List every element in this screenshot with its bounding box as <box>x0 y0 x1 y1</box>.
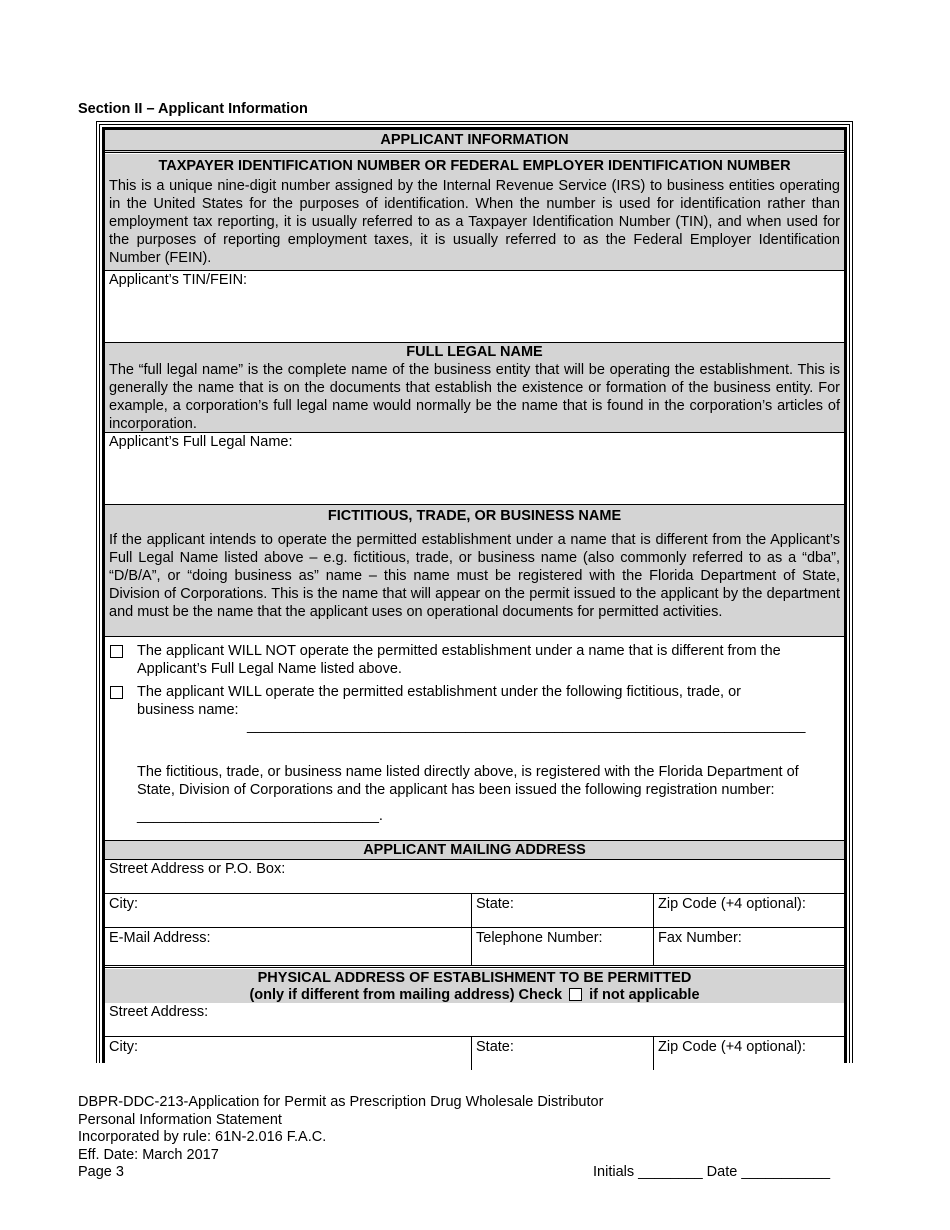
fictitious-heading: FICTITIOUS, TRADE, OR BUSINESS NAME <box>327 508 622 524</box>
physical-heading-text: PHYSICAL ADDRESS OF ESTABLISHMENT TO BE PERMITTED <box>257 970 692 986</box>
physical-subheading-after: if not applicable <box>589 987 700 1003</box>
physical-city-row <box>105 1037 844 1070</box>
tin-section <box>105 154 844 271</box>
footer <box>78 1094 603 1182</box>
legal-name-section <box>105 343 844 433</box>
physical-street-field[interactable] <box>105 1003 844 1037</box>
phone-label: Telephone Number: <box>476 930 603 946</box>
mailing-heading <box>105 841 844 860</box>
legal-name-field-label: Applicant’s Full Legal Name: <box>109 434 293 450</box>
physical-subheading-before: (only if different from mailing address) Check <box>249 987 563 1003</box>
tin-description: This is a unique nine-digit number assigned by the Internal Revenue Service (IRS) to business entities operating in the United States for the purposes of identification. When the number is used for identification rather than employment tax reporting, it is usually referred to as a Taxpayer Identification Number (TIN), and when used for the purposes of reporting employment taxes, it is usually referred to as the Federal Employer Identification Number (FEIN). <box>109 178 840 266</box>
physical-state-label: State: <box>476 1039 514 1055</box>
fictitious-description: If the applicant intends to operate the permitted establishment under a name that is different from the Applicant’s Full Legal Name listed above – e.g. fictitious, trade, or business name (also commonly referred to as a “dba”, “D/B/A”, or “doing business as” name – this name must be registered with the Florida Department of State, Division of Corporations. This is the name that will appear on the permit issued to the applicant by the department and must be the name that the applicant uses on operational documents for permitted activities. <box>109 532 840 620</box>
mailing-zip-label: Zip Code (+4 optional): <box>658 896 806 912</box>
physical-city-field[interactable] <box>105 1037 472 1070</box>
tin-field-label: Applicant’s TIN/FEIN: <box>109 272 248 288</box>
registration-number-line[interactable]: ______________________________. <box>137 808 383 824</box>
applicant-information-header <box>105 130 844 153</box>
legal-name-field[interactable] <box>105 433 844 505</box>
mailing-street-field[interactable] <box>105 860 844 894</box>
physical-street-label: Street Address: <box>109 1004 209 1020</box>
mailing-city-row <box>105 894 844 928</box>
initials-date[interactable]: Initials ________ Date ___________ <box>593 1164 831 1180</box>
fax-label: Fax Number: <box>658 930 742 946</box>
business-name-line[interactable]: _____________________________________________________________________ <box>247 718 806 734</box>
physical-zip-label: Zip Code (+4 optional): <box>658 1039 806 1055</box>
physical-state-field[interactable] <box>472 1037 654 1070</box>
applicant-form <box>96 121 853 1063</box>
legal-name-heading: FULL LEGAL NAME <box>406 344 543 360</box>
footer-eff-date: Eff. Date: March 2017 <box>78 1146 219 1163</box>
mailing-state-field[interactable] <box>472 894 654 927</box>
option-will[interactable] <box>110 683 838 719</box>
footer-page-number: Page 3 <box>78 1164 124 1180</box>
mailing-city-field[interactable] <box>105 894 472 927</box>
footer-rule: Incorporated by rule: 61N-2.016 F.A.C. <box>78 1129 327 1145</box>
tin-field[interactable] <box>105 271 844 343</box>
mailing-street-label: Street Address or P.O. Box: <box>109 861 286 877</box>
option-will-not[interactable] <box>110 642 838 678</box>
option-will-text: The applicant WILL operate the permitted establishment under the following fictitious, trade, or business name: <box>137 684 741 718</box>
mailing-heading-text: APPLICANT MAILING ADDRESS <box>363 842 586 858</box>
footer-form-title: DBPR-DDC-213-Application for Permit as Prescription Drug Wholesale Distributor <box>78 1094 604 1110</box>
physical-subheading <box>105 987 844 1004</box>
will-not-checkbox[interactable] <box>110 645 123 658</box>
header-text: APPLICANT INFORMATION <box>380 132 569 148</box>
footer-subtitle: Personal Information Statement <box>78 1111 282 1128</box>
fax-field[interactable] <box>654 928 844 965</box>
email-field[interactable] <box>105 928 472 965</box>
fictitious-section <box>105 505 844 637</box>
not-applicable-checkbox[interactable] <box>569 988 582 1001</box>
option-will-not-text: The applicant WILL NOT operate the permitted establishment under a name that is different from the Applicant’s Full Legal Name listed above. <box>137 643 781 677</box>
tin-heading: TAXPAYER IDENTIFICATION NUMBER OR FEDERAL EMPLOYER IDENTIFICATION NUMBER <box>158 158 791 174</box>
legal-name-description: The “full legal name” is the complete name of the business entity that will be operating the establishment. This is generally the name that is on the documents that establish the existence or formation of the business entity. For example, a corporation’s full legal name would normally be the name that is found in the corporation’s articles of incorporation. <box>109 362 840 432</box>
section-title: Section II – Applicant Information <box>78 101 308 117</box>
mailing-zip-field[interactable] <box>654 894 844 927</box>
mailing-state-label: State: <box>476 896 514 912</box>
mailing-city-label: City: <box>109 896 138 912</box>
registration-text: The fictitious, trade, or business name listed directly above, is registered with the Florida Department of State, Division of Corporations and the applicant has been issued the following registration number: <box>137 764 799 798</box>
physical-zip-field[interactable] <box>654 1037 844 1070</box>
physical-city-label: City: <box>109 1039 138 1055</box>
fictitious-options <box>105 637 844 841</box>
mailing-contact-row <box>105 928 844 968</box>
physical-heading <box>105 969 844 1004</box>
phone-field[interactable] <box>472 928 654 965</box>
will-checkbox[interactable] <box>110 686 123 699</box>
email-label: E-Mail Address: <box>109 930 211 946</box>
